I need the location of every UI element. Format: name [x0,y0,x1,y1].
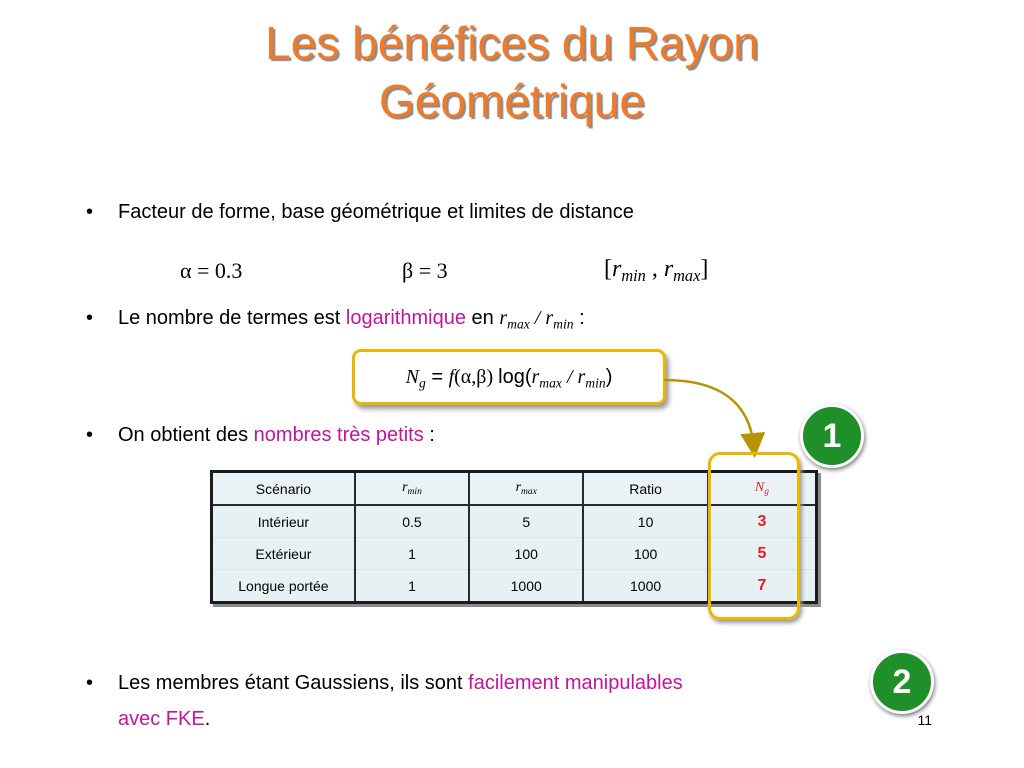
beta-param: β = 3 [402,258,448,283]
header-rmax-r: r [515,479,522,495]
cell-ng: 5 [708,538,817,570]
page-number: 11 [917,712,932,728]
title-line-2: Géométrique [379,75,645,127]
formula-rmin-sub: min [585,375,606,391]
bullet-4-highlight: facilement manipulables [468,672,683,694]
cell-rmin: 1 [355,538,469,570]
bullet-3-post: : [423,424,435,446]
header-rmax [469,472,583,506]
alpha-param: α = 0.3 [180,258,243,283]
connector-arrow [660,372,770,462]
range-rmax-sub: max [673,266,701,286]
cell-rmin: 1 [355,570,469,603]
cell-scenario: Longue portée [212,570,355,603]
range-rmin-r: r [612,256,622,282]
cell-ratio: 1000 [583,570,707,603]
header-scenario: Scénario [212,472,355,506]
bullet-3-highlight: nombres très petits [253,424,424,446]
bullet-2-pre: Le nombre de termes est [118,307,346,329]
header-rmax-sub: max [521,487,537,498]
ratio-rmax-r: r [499,307,508,329]
cell-rmax: 100 [469,538,583,570]
header-rmin-sub: min [407,487,422,498]
bullet-3-pre: On obtient des [118,424,254,446]
range-separator: , [645,256,664,282]
cell-ratio: 10 [583,505,707,538]
formula-log: log( [498,366,532,388]
bullet-dot: • [86,424,94,446]
formula-close: ) [605,366,613,388]
formula-rmin-r: r [577,366,586,388]
header-ng-sub: g [764,487,769,498]
bullet-4 [86,665,848,737]
formula-rmax-r: r [531,366,540,388]
cell-scenario: Extérieur [212,538,355,570]
cell-rmin: 0.5 [355,505,469,538]
bullet-4-post: . [204,708,211,730]
cell-ng: 3 [708,505,817,538]
ratio-rmin-r: r [545,307,554,329]
bullet-2-post: en [465,307,494,329]
ratio-slash: / [529,307,546,329]
cell-rmax: 5 [469,505,583,538]
slide-title [0,14,1024,130]
formula-eq: = [425,366,449,388]
formula-rmax-sub: max [539,375,562,391]
badge-2: 2 [870,650,934,714]
bullet-dot: • [86,307,94,329]
formula-box [352,349,666,405]
formula-slash: / [561,366,578,388]
ratio-colon: : [573,307,585,329]
range-rmin-sub: min [621,266,646,286]
cell-rmax: 1000 [469,570,583,603]
header-rmin [355,472,469,506]
ng-column-highlight [708,452,800,620]
badge-1: 1 [800,404,864,468]
bullet-4-highlight-2: avec FKE [118,708,205,730]
formula-N: N [405,366,419,388]
header-ratio: Ratio [583,472,707,506]
cell-ng: 7 [708,570,817,603]
bullet-2 [86,303,585,339]
bullet-4-pre: Les membres étant Gaussiens, ils sont [118,672,469,694]
bullet-dot: • [86,201,94,223]
header-ng-N: N [754,479,765,495]
range-rmax-r: r [663,256,674,282]
header-rmin-r: r [402,479,408,495]
formula-args: (α,β) [454,366,499,388]
formula-N-sub: g [418,375,426,391]
bullet-3 [86,420,435,450]
cell-ratio: 100 [583,538,707,570]
bullet-2-highlight: logarithmique [345,307,466,329]
formula-f: f [448,366,455,388]
bullet-1-text: Facteur de forme, base géométrique et limites de distance [118,201,634,223]
ratio-rmin-sub: min [553,316,574,332]
ratio-expression [499,307,574,332]
bullet-dot: • [86,672,94,694]
bullet-1 [86,197,634,227]
title-line-1: Les bénéfices du Rayon [265,17,759,69]
cell-scenario: Intérieur [212,505,355,538]
distance-range: [$r_{min}$ , $r_{max}$] [604,256,709,286]
ratio-rmax-sub: max [507,316,530,332]
